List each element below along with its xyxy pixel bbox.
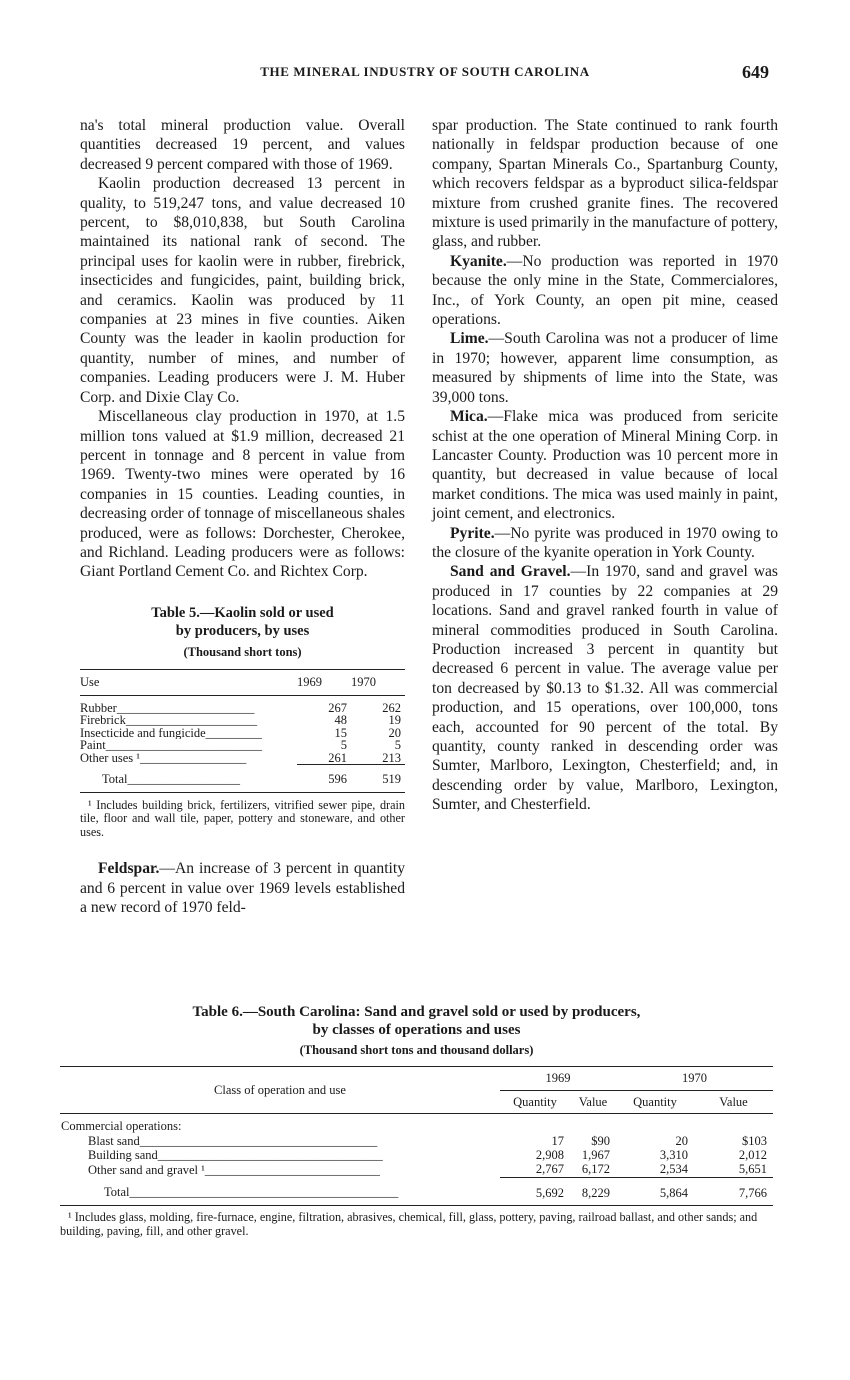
- row-label-text: Rubber: [80, 700, 117, 715]
- row-label-text: Blast sand: [88, 1133, 140, 1148]
- value-1969: 6,172: [581, 1162, 610, 1177]
- row-label: [80, 739, 297, 752]
- table-row: [80, 752, 405, 765]
- table-row: [80, 727, 405, 740]
- quantity-1969: 5,692: [500, 1177, 570, 1206]
- leader-dots: _________________________: [105, 739, 262, 752]
- paragraph-feldspar-cont: spar production. The State continued to rank fourth nationally in feldspar production because of one company, Spartan Minerals Co., Spartanburg County, which recovers feldspar as a byproduct silica-feldspar mixture from crushed granite fines. The recovered mixture is used primarily in the manufacture of pottery, glass, and rubber.: [432, 117, 778, 251]
- value-1970: 5: [394, 738, 401, 753]
- paragraph-kyanite: [432, 252, 778, 330]
- value-1970: 2,012: [738, 1148, 767, 1162]
- value-1969: 5: [340, 738, 347, 753]
- paragraph-sand-gravel: [432, 562, 778, 814]
- row-label-text: Paint: [80, 739, 106, 752]
- value-1969: 15: [334, 725, 347, 740]
- row-label: [80, 714, 297, 727]
- row-label-text: Building sand: [88, 1148, 158, 1162]
- table6-subheader-quantity-1969: Quantity: [500, 1090, 570, 1114]
- pyrite-text: —No pyrite was produced in 1970 owing to the closure of the kyanite operation in York County.: [432, 524, 778, 561]
- table5-title: [80, 604, 405, 640]
- row-label: [60, 1148, 500, 1163]
- paragraph-lime: [432, 329, 778, 407]
- table-row: [80, 714, 405, 727]
- value-1970: 213: [382, 750, 401, 765]
- row-label: [60, 1177, 500, 1206]
- value-1970: 20: [388, 725, 401, 740]
- paragraph-mica: [432, 407, 778, 523]
- feldspar-heading: Feldspar.: [98, 860, 160, 878]
- row-label-text: Firebrick: [80, 714, 126, 727]
- value-1969: 1,967: [581, 1148, 610, 1162]
- quantity-1969: 2,767: [535, 1162, 564, 1177]
- page-number: 649: [742, 62, 769, 82]
- leader-dots: ____________________________________: [157, 1148, 383, 1162]
- table6-group-row: [60, 1114, 773, 1134]
- leader-dots: ______________________: [116, 700, 255, 715]
- lime-text: —South Carolina was not a producer of lime in 1970; however, apparent lime consumption, as measured by shipments of lime into the State, was 39,000 tons.: [432, 330, 778, 406]
- table6-subheader-value-1970: Value: [694, 1090, 773, 1114]
- row-label: [80, 727, 297, 740]
- paragraph-feldspar: [80, 859, 405, 917]
- row-label-text: Total: [104, 1185, 130, 1200]
- table6-section: [60, 1003, 773, 1238]
- table6-footnote: ¹ Includes glass, molding, fire-furnace, engine, filtration, abrasives, chemical, fill, glass, pottery, paving, railroad ballast, and other sands; and building, paving, fill, and other gravel.: [60, 1210, 758, 1238]
- table6-title: [60, 1003, 773, 1039]
- row-label: [80, 752, 297, 765]
- table6-sand-gravel: [60, 1066, 773, 1206]
- table5-kaolin-uses: [80, 669, 405, 793]
- value-1970: 262: [382, 700, 401, 715]
- quantity-1970: 2,534: [659, 1162, 688, 1177]
- paragraph-misc-clay: Miscellaneous clay production in 1970, at 1.5 million tons valued at $1.9 million, decreased 21 percent in tonnage and 8 percent in value from 1969. Twenty-two mines were operated by 16 companies in 15 counties. Leading counties, in decreasing order of tonnage of miscellaneous shales produced, were as follows: Dorchester, Cherokee, and Richland. Leading producers were as follows: Giant Portland Cement Co. and Richtex Corp.: [80, 408, 405, 581]
- quantity-1970: 3,310: [659, 1148, 688, 1162]
- quantity-1969: 17: [551, 1133, 564, 1148]
- table5-total-row: [80, 765, 405, 793]
- paragraph-kaolin: Kaolin production decreased 13 percent in quality, to 519,247 tons, and value decreased 10 percent, to $8,010,838, but South Carolina maintained its national rank of second. The principal uses for kaolin were in rubber, firebrick, insecticides and fungicides, paint, building brick, and ceramics. Kaolin was produced by 11 companies at 23 mines in five counties. Aiken County was the leader in kaolin production for quantity, number of mines, and number of companies. Leading producers were J. M. Huber Corp. and Dixie Clay Co.: [80, 175, 405, 406]
- value-1970: 7,766: [694, 1177, 773, 1206]
- mica-heading: Mica.: [450, 408, 488, 426]
- row-label: [80, 695, 297, 714]
- value-1969: $90: [591, 1133, 610, 1148]
- row-label-text: Total: [102, 771, 128, 786]
- sand-gravel-heading: Sand and Gravel.: [450, 563, 571, 581]
- row-label-text: Insecticide and fungicide: [80, 726, 206, 740]
- kyanite-text: —No production was reported in 1970 because the only mine in the State, Commercialores, Inc., of York County, an open pit mine, ceased operations.: [432, 252, 778, 329]
- table6-header-1969: 1969: [500, 1067, 616, 1091]
- table5-header-use: Use: [80, 670, 297, 696]
- table5-title-line1: Table 5.—Kaolin sold or used: [151, 604, 334, 621]
- feldspar-text: —An increase of 3 percent in quantity and 6 percent in value over 1969 levels established a new record of 1970 feld-: [80, 860, 405, 916]
- table6-header-1970: 1970: [616, 1067, 773, 1091]
- paragraph-pyrite: [432, 524, 778, 563]
- leader-dots: ____________________________: [204, 1162, 380, 1177]
- table6-total-row: [60, 1177, 773, 1206]
- table5-header-1969: 1969: [297, 670, 351, 696]
- table5-title-line2: by producers, by uses: [175, 622, 310, 639]
- table-row: [80, 695, 405, 714]
- table6-subheader-quantity-1970: Quantity: [616, 1090, 694, 1114]
- lime-heading: Lime.: [450, 330, 489, 348]
- sand-gravel-text: —In 1970, sand and gravel was produced in 17 counties by 22 companies at 29 locations. Sand and gravel ranked fourth in value of mineral commodities produced in South Carolina. Production increased 3 percent in quantity but decreased 6 percent in value. The average value per ton decreased by $0.13 to $1.32. All was commercial production, and 15 operations, over 100,000, tons each, accounted for 90 percent of the total. By quantity, county ranked in descending order was Sumter, Marlboro, Lexington, Chesterfield; and, in descending order by value, Marlboro, Lexington, Sumter, and Chesterfield.: [432, 563, 778, 814]
- table6-header-class: Class of operation and use: [60, 1067, 500, 1114]
- leader-dots: _____________________: [125, 714, 258, 727]
- table6-title-line1: Table 6.—South Carolina: Sand and gravel sold or used by producers,: [192, 1004, 641, 1020]
- right-column: [432, 116, 778, 815]
- table6-title-line2: by classes of operations and uses: [312, 1022, 521, 1038]
- quantity-1970: 5,864: [616, 1177, 694, 1206]
- left-column: [80, 116, 405, 917]
- row-label-text: Other uses ¹: [80, 751, 140, 765]
- table-row: [60, 1148, 773, 1163]
- table-row: [80, 739, 405, 752]
- leader-dots: ___________________________________________: [129, 1185, 399, 1200]
- leader-dots: _________________: [140, 751, 247, 765]
- value-1969: 261: [328, 750, 347, 765]
- value-1969: 596: [297, 765, 351, 793]
- value-1970: 5,651: [738, 1162, 767, 1177]
- table5-footnote: ¹ Includes building brick, fertilizers, vitrified sewer pipe, drain tile, floor and wall tile, paper, pottery and stoneware, and other uses.: [80, 797, 405, 839]
- value-1970: 519: [351, 765, 405, 793]
- leader-dots: _________: [205, 726, 262, 740]
- paragraph-total-production: na's total mineral production value. Overall quantities decreased 19 percent, and values decreased 9 percent compared with those of 1969.: [80, 117, 405, 173]
- table5-header-1970: 1970: [351, 670, 405, 696]
- value-1969: 267: [328, 700, 347, 715]
- leader-dots: ______________________________________: [139, 1133, 378, 1148]
- value-1969: 48: [334, 713, 347, 728]
- table6-subtitle: (Thousand short tons and thousand dollars): [299, 1043, 534, 1057]
- group-label: Commercial operations:: [61, 1119, 182, 1133]
- table-row: [60, 1163, 773, 1178]
- quantity-1969: 2,908: [535, 1148, 564, 1162]
- value-1970: 19: [388, 713, 401, 728]
- kyanite-heading: Kyanite.: [450, 252, 507, 270]
- mica-text: —Flake mica was produced from sericite schist at the one operation of Mineral Mining Corp. in Lancaster County. Production was 10 percent more in quantity, but decreased in value because of local market conditions. The mica was used mainly in paint, joint cement, and electronics.: [432, 408, 778, 523]
- row-label-text: Other sand and gravel ¹: [88, 1162, 205, 1177]
- row-label: [60, 1134, 500, 1149]
- table6-subheader-value-1969: Value: [570, 1090, 616, 1114]
- row-label: [80, 765, 297, 793]
- value-1970: $103: [742, 1133, 767, 1148]
- running-header: THE MINERAL INDUSTRY OF SOUTH CAROLINA: [260, 64, 590, 79]
- table5-subtitle: (Thousand short tons): [183, 644, 302, 659]
- pyrite-heading: Pyrite.: [450, 524, 495, 542]
- quantity-1970: 20: [675, 1133, 688, 1148]
- row-label: [60, 1163, 500, 1178]
- leader-dots: __________________: [127, 771, 241, 786]
- value-1969: 8,229: [570, 1177, 616, 1206]
- table-row: [60, 1134, 773, 1149]
